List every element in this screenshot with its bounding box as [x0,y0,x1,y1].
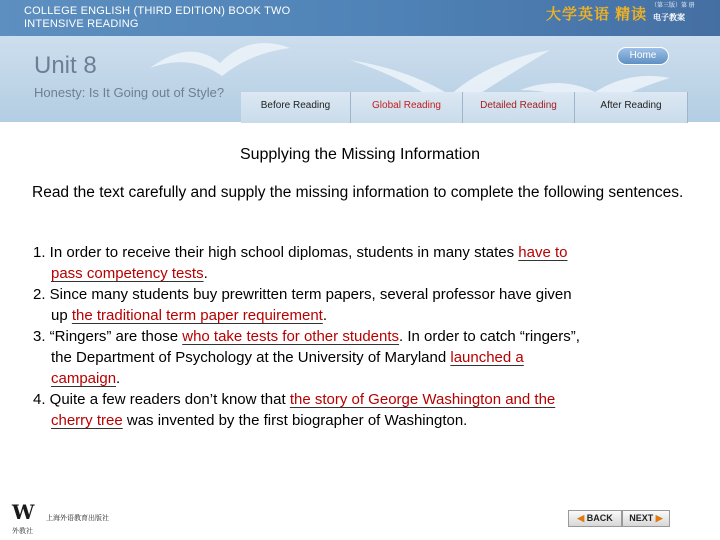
sentence-2 [33,284,698,305]
answer-blank: who take tests for other students [182,328,400,345]
course-title-line1: COLLEGE ENGLISH (THIRD EDITION) BOOK TWO [24,5,291,17]
back-button[interactable] [568,510,622,527]
sentence-1-continued [33,263,698,284]
exercise-instruction: Read the text carefully and supply the missing information to complete the following sentences. [32,184,684,201]
sentence-3 [33,326,698,347]
tab-after-reading[interactable]: After Reading [575,92,688,123]
answer-blank: campaign [51,370,117,387]
home-button[interactable]: Home [617,47,669,65]
sentence-text: . [322,307,327,324]
sentence-text: . In order to catch “ringers”, [399,328,580,345]
next-button[interactable] [622,510,670,527]
brand-subtitle: 电子教案 [653,13,685,22]
sentence-3-continued [33,347,698,368]
course-title [24,5,290,31]
sentence-2-continued [33,305,698,326]
tab-detailed-reading[interactable]: Detailed Reading [463,92,575,123]
answer-blank: the story of George Washington and the [289,391,556,408]
next-label: NEXT [629,513,654,523]
top-bar [0,0,720,36]
sentence-4 [33,389,698,410]
sentence-list [33,242,698,431]
sentence-text: 4. Quite a few readers don’t know that [33,391,290,408]
answer-blank: launched a [450,349,524,366]
brand-title: 大学英语 精读 [546,6,648,23]
sentence-text: 1. In order to receive their high school diplomas, students in many states [33,244,519,261]
footer [0,500,720,540]
sentence-4-continued [33,410,698,431]
tab-before-reading[interactable]: Before Reading [241,92,351,123]
next-arrow-icon: ▶ [655,513,663,523]
sentence-text: was invented by the first biographer of Washington. [122,412,468,429]
sentence-text: the Department of Psychology at the University of Maryland [51,349,451,366]
answer-blank: have to [518,244,568,261]
sentence-text: 2. Since many students buy prewritten term papers, several professor have given [33,286,572,303]
answer-blank: cherry tree [51,412,123,429]
unit-subtitle: Honesty: Is It Going out of Style? [34,85,225,100]
exercise-title: Supplying the Missing Information [239,146,481,163]
brand-edition: （第三版）第 册 [651,3,695,9]
publisher-logo-icon: W [12,500,35,524]
sentence-1 [33,242,698,263]
back-label: BACK [586,513,613,523]
publisher-logo-label: 外教社 [12,528,33,535]
tab-global-reading[interactable]: Global Reading [351,92,463,123]
unit-title: Unit 8 [34,52,97,79]
sentence-text: up [51,307,72,324]
publisher-name: 上海外语教育出版社 [46,515,109,522]
answer-blank: the traditional term paper requirement [71,307,323,324]
back-arrow-icon: ◀ [577,513,585,523]
sentence-text: 3. “Ringers” are those [33,328,183,345]
sentence-text: . [116,370,121,387]
sentence-3-continued-2 [33,368,698,389]
sentence-text: . [203,265,208,282]
answer-blank: pass competency tests [51,265,204,282]
course-title-line2: INTENSIVE READING [24,18,139,30]
